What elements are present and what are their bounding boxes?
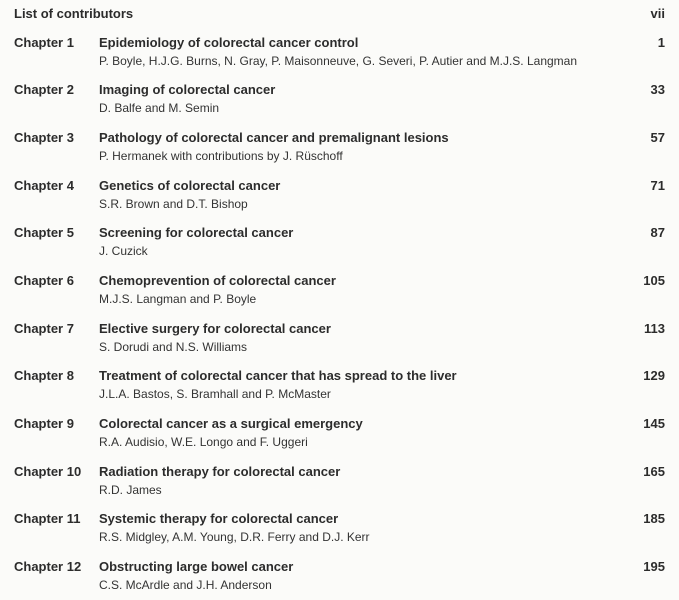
chapter-authors: R.A. Audisio, W.E. Longo and F. Uggeri: [99, 435, 308, 449]
chapter-label: Chapter 11: [14, 511, 81, 526]
chapter-title: Genetics of colorectal cancer: [99, 178, 281, 193]
contents-header-row: [14, 6, 665, 26]
chapter-authors: R.S. Midgley, A.M. Young, D.R. Ferry and D.J. Kerr: [99, 530, 370, 544]
chapter-page-number: 195: [643, 559, 665, 574]
chapter-page-number: 165: [643, 464, 665, 479]
chapter-label: Chapter 9: [14, 416, 74, 431]
chapter-entry: [14, 35, 665, 75]
chapter-page-number: 1: [657, 35, 665, 50]
chapter-authors: R.D. James: [99, 483, 162, 497]
chapter-entry: [14, 321, 665, 361]
chapter-label: Chapter 1: [14, 35, 74, 50]
chapter-title: Obstructing large bowel cancer: [99, 559, 294, 574]
chapter-title: Screening for colorectal cancer: [99, 225, 294, 240]
chapter-title: Colorectal cancer as a surgical emergency: [99, 416, 363, 431]
chapter-authors: S. Dorudi and N.S. Williams: [99, 340, 248, 354]
chapter-label: Chapter 3: [14, 130, 74, 145]
chapter-page-number: 71: [650, 178, 665, 193]
chapter-authors: M.J.S. Langman and P. Boyle: [99, 292, 257, 306]
chapter-page-number: 113: [644, 321, 665, 336]
chapter-entry: [14, 178, 665, 218]
chapter-title: Elective surgery for colorectal cancer: [99, 321, 331, 336]
chapter-label: Chapter 4: [14, 178, 74, 193]
chapter-title: Pathology of colorectal cancer and premalignant lesions: [99, 130, 449, 145]
contributors-page-number: vii: [650, 6, 665, 21]
chapter-page-number: 105: [643, 273, 665, 288]
chapter-title: Treatment of colorectal cancer that has spread to the liver: [99, 368, 457, 383]
chapter-authors: D. Balfe and M. Semin: [99, 101, 220, 115]
chapter-page-number: 145: [643, 416, 665, 431]
chapter-authors: J.L.A. Bastos, S. Bramhall and P. McMaster: [99, 387, 331, 401]
contributors-heading: List of contributors: [14, 6, 134, 21]
chapter-authors: J. Cuzick: [99, 244, 148, 258]
chapter-entry: [14, 464, 665, 504]
chapter-authors: P. Hermanek with contributions by J. Rüschoff: [99, 149, 343, 163]
chapter-page-number: 33: [650, 82, 665, 97]
chapter-label: Chapter 2: [14, 82, 74, 97]
chapter-page-number: 57: [650, 130, 665, 145]
chapter-entry: [14, 82, 665, 122]
chapter-entry: [14, 130, 665, 170]
chapter-entry: [14, 273, 665, 313]
chapter-title: Imaging of colorectal cancer: [99, 82, 276, 97]
chapter-page-number: 87: [650, 225, 665, 240]
chapter-authors: S.R. Brown and D.T. Bishop: [99, 197, 248, 211]
chapter-title: Chemoprevention of colorectal cancer: [99, 273, 336, 288]
chapter-entry: [14, 368, 665, 408]
chapter-label: Chapter 8: [14, 368, 74, 383]
chapter-entry: [14, 416, 665, 456]
chapter-authors: C.S. McArdle and J.H. Anderson: [99, 578, 272, 592]
chapter-label: Chapter 12: [14, 559, 82, 574]
chapter-page-number: 185: [643, 511, 665, 526]
chapter-title: Epidemiology of colorectal cancer control: [99, 35, 359, 50]
chapter-label: Chapter 7: [14, 321, 74, 336]
chapter-page-number: 129: [643, 368, 665, 383]
chapter-title: Radiation therapy for colorectal cancer: [99, 464, 341, 479]
chapter-title: Systemic therapy for colorectal cancer: [99, 511, 339, 526]
chapter-authors: P. Boyle, H.J.G. Burns, N. Gray, P. Maisonneuve, G. Severi, P. Autier and M.J.S. Langman: [99, 54, 578, 68]
chapter-entry: [14, 225, 665, 265]
chapter-entry: [14, 559, 665, 599]
chapter-label: Chapter 10: [14, 464, 82, 479]
chapter-entry: [14, 511, 665, 551]
chapter-label: Chapter 6: [14, 273, 74, 288]
chapter-label: Chapter 5: [14, 225, 74, 240]
